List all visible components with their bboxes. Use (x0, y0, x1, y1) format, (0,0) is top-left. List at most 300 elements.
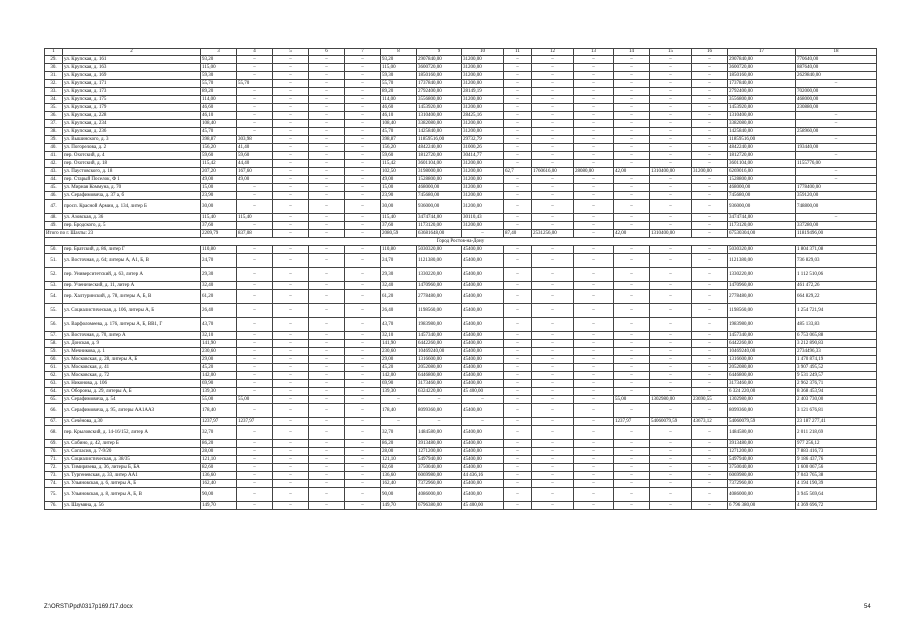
table-cell: 1778400,00 (796, 184, 877, 192)
table-cell: – (574, 464, 614, 472)
table-cell: – (345, 396, 381, 404)
table-cell: 31200,00 (462, 192, 504, 200)
table-cell: – (273, 152, 309, 160)
table-cell: 1316600,00 (417, 356, 462, 364)
table-cell: – (574, 64, 614, 72)
table-cell: 1457340,00 (417, 332, 462, 340)
column-number: 10 (462, 49, 504, 56)
table-cell: – (692, 332, 728, 340)
table-cell: – (345, 72, 381, 80)
table-row (45, 214, 877, 222)
table-cell: ул. Мечникова, д. 1 (63, 348, 201, 356)
table-cell: – (574, 404, 614, 418)
table-cell: 49,00 (201, 176, 237, 184)
table-cell: 26,40 (381, 304, 417, 318)
table-cell: 1271200,00 (417, 448, 462, 456)
table-cell: 3600720,00 (728, 64, 796, 72)
table-cell: – (237, 426, 273, 440)
table-cell: – (237, 88, 273, 96)
table-cell: – (574, 426, 614, 440)
table-cell: – (273, 222, 309, 230)
table-cell: ул. Крупская, д. 171 (63, 80, 201, 88)
table-cell: – (614, 380, 650, 388)
table-cell: – (309, 96, 345, 104)
table-cell: ул. Крупская, д. 236 (63, 128, 201, 136)
table-row (45, 112, 877, 120)
table-cell: 115,40 (381, 214, 417, 222)
table-cell: 37,60 (381, 222, 417, 230)
table-cell: – (237, 332, 273, 340)
table-cell: 178,40 (381, 404, 417, 418)
table-cell: – (650, 404, 692, 418)
table-cell: – (345, 246, 381, 254)
table-cell: 45 400,00 (462, 388, 504, 396)
table-cell: 2080,59 (381, 230, 417, 238)
table-cell: – (504, 456, 532, 464)
table-cell: 63. (45, 380, 63, 388)
table-cell: – (273, 200, 309, 214)
table-row (45, 152, 877, 160)
table-cell: – (345, 152, 381, 160)
table-cell: 28080,00 (574, 168, 614, 176)
table-cell: – (692, 120, 728, 128)
table-cell: 5497940,00 (417, 456, 462, 464)
table-cell: – (574, 472, 614, 480)
table-cell: – (309, 502, 345, 510)
table-row (45, 348, 877, 356)
table-cell: – (614, 160, 650, 168)
table-cell: 40. (45, 144, 63, 152)
table-cell: 45400,00 (462, 318, 504, 332)
table-cell: – (273, 488, 309, 502)
table-cell: – (345, 144, 381, 152)
table-cell: 24,70 (201, 254, 237, 268)
table-cell: 3474744,00 (728, 214, 796, 222)
table-cell: ул. Собино, д. 42, литер Б (63, 440, 201, 448)
city-section-header (45, 238, 877, 246)
table-cell: 1198560,00 (417, 304, 462, 318)
table-cell: 31200,00 (462, 184, 504, 192)
table-cell: ул. Крупская, д. 169 (63, 72, 201, 80)
table-cell: 1453920,00 (728, 104, 796, 112)
table-cell: – (650, 356, 692, 364)
table-cell: 4842240,00 (417, 144, 462, 152)
table-cell: 29. (45, 56, 63, 64)
table-cell: 31000,26 (462, 144, 504, 152)
table-cell: 1302980,00 (650, 396, 692, 404)
table-cell: – (650, 80, 692, 88)
table-cell: – (532, 364, 574, 372)
table-cell: 3 907 495,52 (796, 364, 877, 372)
table-cell: 3750040,00 (728, 464, 796, 472)
table-cell: 55,70 (201, 80, 237, 88)
table-cell: – (504, 200, 532, 214)
table-cell: 2792400,00 (417, 88, 462, 96)
table-cell: 114,00 (381, 96, 417, 104)
table-cell: 6442260,00 (417, 340, 462, 348)
table-cell: 71. (45, 456, 63, 464)
table-cell: – (796, 120, 877, 128)
table-cell: – (309, 88, 345, 96)
file-path: Z:\ORST\Ppd\0317p169.f17.docx (44, 604, 133, 610)
table-cell: – (692, 488, 728, 502)
table-cell: – (345, 290, 381, 304)
table-cell: 76. (45, 502, 63, 510)
table-cell: – (309, 120, 345, 128)
table-cell: – (237, 254, 273, 268)
table-cell: – (237, 120, 273, 128)
table-row (45, 80, 877, 88)
table-cell: – (796, 112, 877, 120)
table-cell: – (273, 88, 309, 96)
table-cell: – (650, 388, 692, 396)
table-cell: – (650, 372, 692, 380)
table-cell: 35. (45, 104, 63, 112)
table-cell: ул. Донская, д. 9 (63, 340, 201, 348)
table-cell: – (614, 112, 650, 120)
table-cell: – (574, 356, 614, 364)
table-cell: 31200,00 (462, 96, 504, 104)
table-cell: – (273, 80, 309, 88)
table-cell: 28,00 (381, 448, 417, 456)
table-cell: 69,90 (201, 380, 237, 388)
table-cell: 887640,00 (796, 64, 877, 72)
table-cell: 54060079,59 (650, 418, 692, 426)
table-cell: 1237,97 (614, 418, 650, 426)
table-cell: 1453920,00 (417, 104, 462, 112)
table-row (45, 456, 877, 464)
total-row (45, 230, 877, 238)
table-cell: 29,30 (381, 268, 417, 282)
table-cell: – (692, 304, 728, 318)
table-cell: – (273, 388, 309, 396)
table-cell: – (574, 222, 614, 230)
table-cell: – (614, 456, 650, 464)
table-cell: – (614, 254, 650, 268)
table-cell: 837,08 (237, 230, 273, 238)
table-cell: 45400,00 (462, 356, 504, 364)
table-cell: 44,40 (237, 160, 273, 168)
table-cell: – (692, 380, 728, 388)
table-cell: – (273, 480, 309, 488)
table-cell: – (273, 120, 309, 128)
table-cell: 468000,00 (728, 184, 796, 192)
table-cell: – (532, 332, 574, 340)
table-cell: – (650, 176, 692, 184)
table-cell: – (692, 426, 728, 440)
table-cell: ул. Крупская, д. 161 (63, 56, 201, 64)
table-cell: – (532, 448, 574, 456)
table-cell: – (692, 448, 728, 456)
table-cell: – (345, 282, 381, 290)
table-cell: ул. Крупская, д. 173 (63, 88, 201, 96)
table-row (45, 200, 877, 214)
table-cell: – (273, 184, 309, 192)
table-cell: – (345, 456, 381, 464)
table-row (45, 136, 877, 144)
table-cell: – (309, 380, 345, 388)
table-cell: 42. (45, 160, 63, 168)
table-cell: – (614, 472, 650, 480)
table-cell: 59,60 (237, 152, 273, 160)
table-cell: 748800,00 (796, 200, 877, 214)
table-cell: 3 212 890,83 (796, 340, 877, 348)
table-cell: – (504, 440, 532, 448)
table-cell: 115,42 (381, 160, 417, 168)
table-cell: – (273, 396, 309, 404)
column-number-row (45, 49, 877, 56)
table-cell: 3600720,00 (417, 64, 462, 72)
table-cell: 9 531 249,57 (796, 372, 877, 380)
table-cell: – (504, 152, 532, 160)
table-cell: 67. (45, 418, 63, 426)
table-cell: – (532, 318, 574, 332)
table-cell: – (462, 396, 504, 404)
table-cell: – (309, 152, 345, 160)
table-cell: просп. Красной Армии, д. 134, литер Б (63, 200, 201, 214)
table-cell: – (504, 104, 532, 112)
table-cell: – (309, 464, 345, 472)
table-cell: 31200,00 (462, 64, 504, 72)
table-cell: ул. Серафимовича, д. 95, литеры АА1ААЗ (63, 404, 201, 418)
table-cell: 156,20 (201, 144, 237, 152)
table-cell: – (532, 144, 574, 152)
table-cell: 43673,12 (692, 418, 728, 426)
table-cell: 1425840,00 (417, 128, 462, 136)
table-cell: ул. Социалистическая, д. 38/35 (63, 456, 201, 464)
table-cell: – (504, 254, 532, 268)
table-cell: 59,60 (381, 152, 417, 160)
table-cell: – (381, 396, 417, 404)
table-cell: – (273, 380, 309, 388)
table-cell: 936000,00 (728, 200, 796, 214)
table-cell: – (650, 112, 692, 120)
table-cell: – (345, 318, 381, 332)
table-cell: – (532, 380, 574, 388)
table-cell: – (309, 356, 345, 364)
table-cell: 45400,00 (462, 464, 504, 472)
table-cell: 45400,00 (462, 290, 504, 304)
table-cell: – (309, 160, 345, 168)
table-cell: – (692, 88, 728, 96)
table-cell: 58. (45, 340, 63, 348)
table-cell: 1173120,00 (417, 222, 462, 230)
table-cell: – (574, 112, 614, 120)
table-cell: 45400,00 (462, 246, 504, 254)
table-cell: ул. Паустовского, д. 18 (63, 168, 201, 176)
table-cell: – (532, 176, 574, 184)
table-cell: 162,40 (381, 480, 417, 488)
table-cell: – (504, 184, 532, 192)
table-cell: – (574, 340, 614, 348)
table-cell: 977 256,12 (796, 440, 877, 448)
table-row (45, 96, 877, 104)
table-cell: 90,00 (201, 488, 237, 502)
table-cell: – (504, 282, 532, 290)
table-cell: – (345, 332, 381, 340)
table-cell: – (273, 456, 309, 464)
table-row (45, 222, 877, 230)
table-cell: ул. Социалистическая, д. 106, литеры А, Б (63, 304, 201, 318)
table-cell: – (650, 72, 692, 80)
table-cell: 485 133,83 (796, 318, 877, 332)
table-cell: 43,70 (201, 318, 237, 332)
table-cell: 736 829,03 (796, 254, 877, 268)
table-cell: 61. (45, 364, 63, 372)
table-cell: 45400,00 (462, 380, 504, 388)
table-cell: 31200,00 (462, 160, 504, 168)
table-row (45, 404, 877, 418)
table-cell: – (345, 480, 381, 488)
table-cell: – (692, 184, 728, 192)
table-cell: ул. Тургеневская, д. 33, литер АА1 (63, 472, 201, 480)
column-number: 14 (614, 49, 650, 56)
table-cell: – (614, 64, 650, 72)
table-cell: 46,60 (201, 104, 237, 112)
table-cell: – (273, 128, 309, 136)
table-cell: – (650, 160, 692, 168)
table-cell: – (614, 356, 650, 364)
table-cell: – (614, 184, 650, 192)
table-cell: 110,80 (201, 246, 237, 254)
table-cell: ул. Ульяновская, д. 6, литеры А, Б (63, 480, 201, 488)
table-row (45, 290, 877, 304)
table-cell: 31200,00 (462, 120, 504, 128)
table-cell: 70. (45, 448, 63, 456)
table-cell: – (273, 104, 309, 112)
table-cell: 1470960,00 (728, 282, 796, 290)
table-cell: – (309, 372, 345, 380)
table-cell: – (574, 456, 614, 464)
table-cell: – (614, 488, 650, 502)
table-cell: – (237, 304, 273, 318)
table-cell: 745680,00 (728, 192, 796, 200)
table-cell: – (237, 404, 273, 418)
table-cell: – (532, 456, 574, 464)
table-cell: 141,90 (381, 340, 417, 348)
table-cell: – (574, 372, 614, 380)
table-cell: 207,20 (201, 168, 237, 176)
table-cell: – (574, 396, 614, 404)
table-cell: – (237, 72, 273, 80)
table-cell: 4842240,00 (728, 144, 796, 152)
table-row (45, 356, 877, 364)
table-cell: 45,70 (381, 128, 417, 136)
table-cell: – (574, 160, 614, 168)
table-cell: ул. Никонова, д. 106 (63, 380, 201, 388)
table-cell: 89,20 (381, 88, 417, 96)
table-cell: – (237, 200, 273, 214)
table-cell: 23,90 (201, 192, 237, 200)
table-cell: 31200,00 (462, 176, 504, 184)
table-cell: 1484580,00 (728, 426, 796, 440)
table-cell: – (650, 268, 692, 282)
table-cell: 15,00 (381, 184, 417, 192)
table-cell: – (273, 246, 309, 254)
table-cell: – (796, 168, 877, 176)
table-cell: 31200,00 (462, 104, 504, 112)
table-cell: 2778480,00 (728, 290, 796, 304)
table-cell: 1425840,00 (728, 128, 796, 136)
table-row (45, 64, 877, 72)
table-cell: 69. (45, 440, 63, 448)
table-row (45, 128, 877, 136)
table-cell: – (614, 200, 650, 214)
table-cell: – (504, 268, 532, 282)
table-cell: – (574, 136, 614, 144)
table-cell: – (309, 318, 345, 332)
table-cell: – (650, 56, 692, 64)
table-cell: 72. (45, 464, 63, 472)
table-row (45, 448, 877, 456)
table-cell: – (345, 120, 381, 128)
table-cell: – (309, 136, 345, 144)
table-cell: 3198000,00 (417, 168, 462, 176)
table-cell: пер. Охотский, д. 18 (63, 160, 201, 168)
table-cell: – (614, 404, 650, 418)
table-cell: – (796, 214, 877, 222)
table-cell: – (692, 254, 728, 268)
table-cell: 5030320,00 (728, 246, 796, 254)
table-cell: – (309, 396, 345, 404)
table-cell: – (614, 222, 650, 230)
table-cell: – (532, 112, 574, 120)
table-cell: – (532, 304, 574, 318)
table-cell: – (532, 160, 574, 168)
table-cell: – (237, 372, 273, 380)
table-cell: – (614, 282, 650, 290)
table-cell: – (237, 440, 273, 448)
table-cell: 49,00 (237, 176, 273, 184)
table-cell: пер. Бродского, д. 5 (63, 222, 201, 230)
table-cell: 5030320,00 (417, 246, 462, 254)
table-cell: 110,80 (381, 246, 417, 254)
table-cell: 26,40 (201, 304, 237, 318)
table-cell: – (504, 136, 532, 144)
table-cell: 45400,00 (462, 448, 504, 456)
table-cell: – (614, 246, 650, 254)
table-cell: 55. (45, 304, 63, 318)
table-cell: ул. Серафимовича, д. 54 (63, 396, 201, 404)
table-cell: 49,00 (381, 176, 417, 184)
table-cell: – (692, 230, 728, 238)
table-cell: 34. (45, 96, 63, 104)
table-cell: – (614, 502, 650, 510)
table-cell: 45400,00 (462, 372, 504, 380)
table-cell: – (504, 364, 532, 372)
table-cell: 75. (45, 488, 63, 502)
table-cell: – (345, 104, 381, 112)
table-cell: – (532, 372, 574, 380)
table-cell: – (504, 488, 532, 502)
table-cell: 32,10 (201, 332, 237, 340)
table-cell: – (273, 356, 309, 364)
table-cell: – (309, 104, 345, 112)
table-cell: пер. Охотский, д. 4 (63, 152, 201, 160)
table-cell: – (574, 200, 614, 214)
table-cell: 1812720,00 (417, 152, 462, 160)
table-cell: – (650, 440, 692, 448)
table-cell: – (273, 418, 309, 426)
table-cell: 31200,00 (462, 200, 504, 214)
table-cell: – (650, 464, 692, 472)
table-row (45, 464, 877, 472)
table-cell: 745680,00 (417, 192, 462, 200)
table-cell: – (237, 184, 273, 192)
table-cell: – (692, 64, 728, 72)
table-cell: 4 369 696,72 (796, 502, 877, 510)
column-number: 15 (650, 49, 692, 56)
